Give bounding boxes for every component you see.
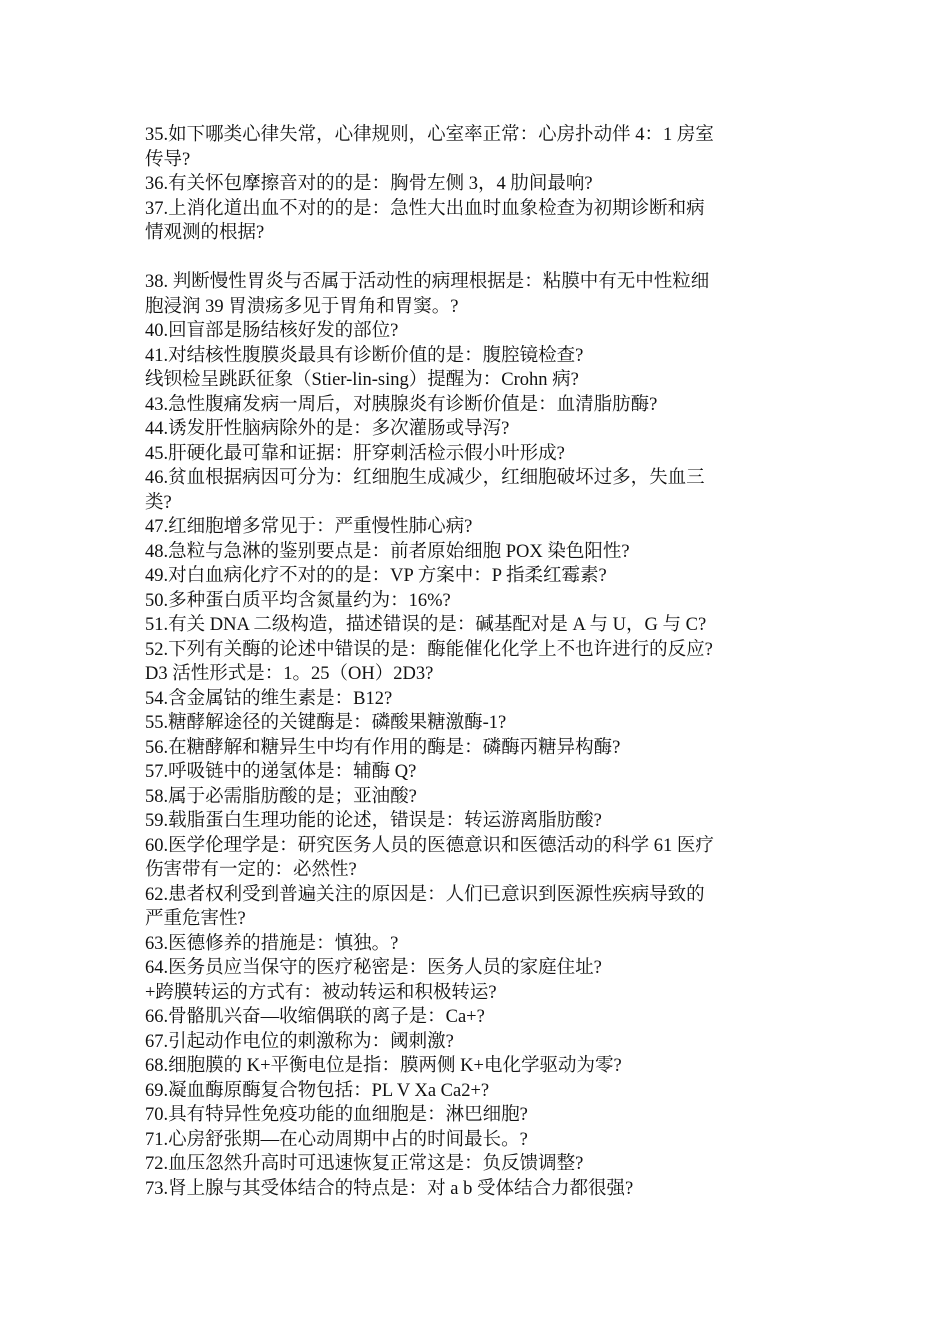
- text-line: 57.呼吸链中的递氢体是：辅酶 Q?: [145, 762, 417, 782]
- text-line: 63.医德修养的措施是：慎独。?: [145, 933, 399, 954]
- text-line: 伤害带有一定的：必然性?: [145, 860, 357, 880]
- text-line: 48.急粒与急淋的鉴别要点是：前者原始细胞 POX 染色阳性?: [145, 541, 630, 562]
- blank-line: [145, 246, 810, 271]
- text-line: 54.含金属钴的维生素是：B12?: [145, 688, 393, 709]
- text-line: 70.具有特异性免疫功能的血细胞是：淋巴细胞?: [145, 1105, 528, 1125]
- text-line: 35.如下哪类心律失常，心律规则，心室率正常：心房扑动伴 4：1 房室: [145, 125, 714, 145]
- document-page: [145, 123, 810, 1201]
- text-line: 60.医学伦理学是：研究医务人员的医德意识和医德活动的科学 61 医疗: [145, 835, 714, 856]
- text-line: 56.在糖酵解和糖异生中均有作用的酶是：磷酶丙糖异构酶?: [145, 737, 621, 758]
- text-line: 胞浸润 39 胃溃疡多见于胃角和胃窦。?: [145, 296, 459, 317]
- text-line: 71.心房舒张期—在心动周期中占的时间最长。?: [145, 1129, 528, 1150]
- text-line: 46.贫血根据病因可分为：红细胞生成减少，红细胞破坏过多，失血三: [145, 468, 705, 488]
- text-line: D3 活性形式是：1。25（OH）2D3?: [145, 664, 434, 684]
- text-line: 45.肝硬化最可靠和证据：肝穿刺活检示假小叶形成?: [145, 443, 565, 464]
- text-line: 58.属于必需脂肪酸的是；亚油酸?: [145, 786, 417, 807]
- text-line: 49.对白血病化疗不对的的是：VP 方案中：P 指柔红霉素?: [145, 566, 607, 586]
- text-line: +跨膜转运的方式有：被动转运和积极转运?: [145, 982, 497, 1003]
- text-line: 37.上消化道出血不对的的是：急性大出血时血象检查为初期诊断和病: [145, 198, 705, 219]
- text-line: 67.引起动作电位的刺激称为：阈刺激?: [145, 1031, 454, 1052]
- text-line: 52.下列有关酶的论述中错误的是：酶能催化化学上不也许进行的反应?: [145, 639, 713, 660]
- text-line: 62.患者权利受到普遍关注的原因是：人们已意识到医源性疾病导致的: [145, 884, 705, 905]
- text-line: 线钡检呈跳跃征象（Stier-lin-sing）提醒为：Crohn 病?: [145, 370, 579, 390]
- text-line: 50.多种蛋白质平均含氮量约为：16%?: [145, 590, 451, 611]
- text-line: 68.细胞膜的 K+平衡电位是指：膜两侧 K+电化学驱动为零?: [145, 1056, 622, 1076]
- text-line: 44.诱发肝性脑病除外的是：多次灌肠或导泻?: [145, 419, 510, 439]
- text-line: 类?: [145, 492, 172, 513]
- text-line: 59.载脂蛋白生理功能的论述，错误是：转运游离脂肪酸?: [145, 811, 602, 831]
- text-line: 69.凝血酶原酶复合物包括：PL V Xa Ca2+?: [145, 1080, 490, 1101]
- text-line: 36.有关怀包摩擦音对的的是：胸骨左侧 3，4 肋间最响?: [145, 174, 593, 194]
- text-line: 66.骨骼肌兴奋—收缩偶联的离子是：Ca+?: [145, 1007, 485, 1027]
- text-line: 43.急性腹痛发病一周后，对胰腺炎有诊断价值是：血清脂肪酶?: [145, 394, 658, 415]
- text-line: 传导?: [145, 149, 191, 170]
- text-line: 41.对结核性腹膜炎最具有诊断价值的是：腹腔镜检查?: [145, 345, 584, 366]
- text-line: 40.回盲部是肠结核好发的部位?: [145, 321, 399, 341]
- text-line: 73.肾上腺与其受体结合的特点是：对 a b 受体结合力都很强?: [145, 1178, 634, 1199]
- text-line: 64.医务员应当保守的医疗秘密是：医务人员的家庭住址?: [145, 958, 602, 978]
- text-line: 51.有关 DNA 二级构造，描述错误的是：碱基配对是 A 与 U，G 与 C?: [145, 615, 707, 635]
- text-line: 72.血压忽然升高时可迅速恢复正常这是：负反馈调整?: [145, 1154, 584, 1174]
- text-line: 38. 判断慢性胃炎与否属于活动性的病理根据是：粘膜中有无中性粒细: [145, 272, 710, 292]
- text-line: 情观测的根据?: [145, 223, 265, 243]
- text-line: 严重危害性?: [145, 909, 246, 929]
- text-line: 55.糖酵解途径的关键酶是：磷酸果糖激酶-1?: [145, 713, 507, 733]
- text-line: 47.红细胞增多常见于：严重慢性肺心病?: [145, 517, 473, 537]
